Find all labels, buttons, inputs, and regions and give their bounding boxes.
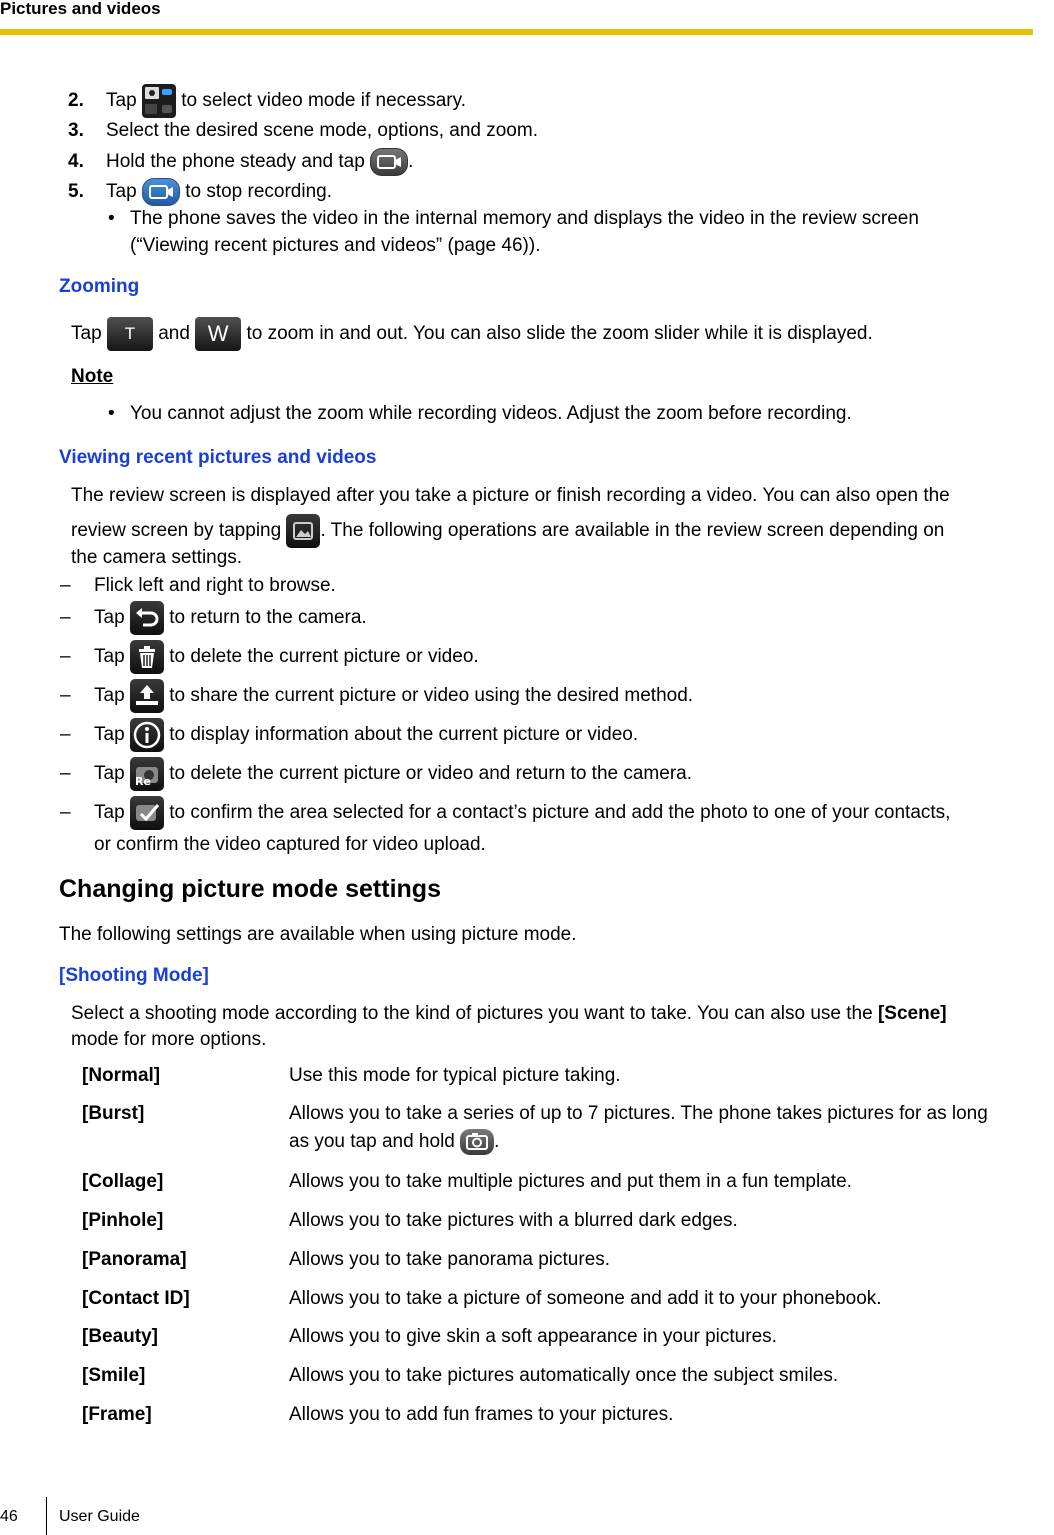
dash-marker: – [60, 685, 71, 707]
review-item-post: to delete the current picture or video. [169, 646, 479, 668]
running-header-title: Pictures and videos [0, 0, 161, 18]
page-number: 46 [0, 1508, 18, 1525]
step-number: 4. [68, 151, 84, 173]
bullet-text: You cannot adjust the zoom while recording videos. Adjust the zoom before recording. [130, 403, 852, 424]
review-paragraph-line3: the camera settings. [71, 547, 243, 568]
mode-desc: Use this mode for typical picture taking. [289, 1065, 621, 1086]
mode-term: [Frame] [82, 1404, 152, 1425]
step-text-pre: Hold the phone steady and tap [106, 151, 365, 173]
zooming-pre: Tap [71, 323, 102, 345]
review-p2-pre: review screen by tapping [71, 520, 282, 542]
review-heading: Viewing recent pictures and videos [59, 447, 377, 468]
review-item-retake [60, 757, 692, 791]
review-item-pre: Tap [94, 763, 125, 785]
step-4 [68, 148, 413, 176]
dash-marker: – [60, 646, 71, 668]
step-number: 2. [68, 90, 84, 112]
review-item-pre: Tap [94, 607, 125, 629]
step-5-bullet-line2: (“Viewing recent pictures and videos” (page 46)). [130, 235, 541, 256]
mode-desc: Allows you to take pictures automatically once the subject smiles. [289, 1365, 839, 1386]
mode-term: [Collage] [82, 1171, 164, 1192]
shooting-p1-pre: Select a shooting mode according to the kind of pictures you want to take. You can also use the [71, 1003, 873, 1024]
bullet-dot: • [108, 208, 115, 229]
dash-marker: – [60, 607, 71, 629]
note-bullet [108, 403, 852, 425]
mode-term: [Burst] [82, 1103, 145, 1124]
mode-term: [Beauty] [82, 1326, 159, 1347]
retake-icon [130, 757, 164, 791]
dash-marker: – [60, 802, 71, 824]
review-item-text: Flick left and right to browse. [94, 575, 336, 596]
shooting-mode-paragraph-line2: mode for more options. [71, 1029, 267, 1050]
step-text-pre: Tap [106, 90, 137, 112]
zooming-mid: and [158, 323, 190, 345]
review-item-pre: Tap [94, 724, 125, 746]
review-paragraph-line1: The review screen is displayed after you take a picture or finish recording a video. You can also open the [71, 485, 950, 506]
stop-recording-icon [142, 178, 180, 206]
review-paragraph-line2 [71, 514, 944, 548]
record-video-icon [370, 148, 408, 176]
review-item-confirm-line2: or confirm the video captured for video upload. [94, 834, 486, 855]
step-number: 5. [68, 181, 84, 203]
zooming-paragraph [71, 317, 873, 351]
step-text-post: to select video mode if necessary. [181, 90, 466, 112]
review-item-return [60, 601, 367, 635]
mode-term: [Pinhole] [82, 1210, 164, 1231]
dash-marker: – [60, 724, 71, 746]
review-item-post: to confirm the area selected for a contact’s picture and add the photo to one of your contacts, [169, 802, 951, 824]
picture-mode-intro: The following settings are available when using picture mode. [59, 924, 577, 945]
mode-desc: Allows you to take a series of up to 7 pictures. The phone takes pictures for as long [289, 1103, 988, 1124]
review-item-pre: Tap [94, 646, 125, 668]
footer-label: User Guide [59, 1508, 140, 1525]
review-item-info [60, 718, 638, 752]
zooming-post: to zoom in and out. You can also slide the zoom slider while it is displayed. [246, 323, 873, 345]
review-item-post: to return to the camera. [169, 607, 367, 629]
mode-desc: Allows you to take pictures with a blurred dark edges. [289, 1210, 738, 1231]
header-rule [0, 29, 1033, 35]
mode-term: [Panorama] [82, 1249, 187, 1270]
mode-desc: Allows you to take panorama pictures. [289, 1249, 611, 1270]
review-item-share [60, 679, 693, 713]
mode-desc2-pre: as you tap and hold [289, 1131, 455, 1153]
bullet-dot: • [108, 403, 115, 424]
step-text-pre: Tap [106, 181, 137, 203]
mode-term: [Smile] [82, 1365, 146, 1386]
mode-desc: Allows you to add fun frames to your pictures. [289, 1404, 674, 1425]
shooting-p1-bold: [Scene] [877, 1003, 947, 1024]
shooting-mode-paragraph-line1 [71, 1003, 947, 1025]
zooming-heading: Zooming [59, 276, 140, 297]
step-text-post: to stop recording. [185, 181, 333, 203]
review-item-confirm [60, 796, 950, 830]
zoom-out-icon: W [195, 317, 241, 351]
mode-term: [Contact ID] [82, 1288, 190, 1309]
dash-marker: – [60, 763, 71, 785]
confirm-icon [130, 796, 164, 830]
info-icon [130, 718, 164, 752]
review-item-pre: Tap [94, 685, 125, 707]
step-number: 3. [68, 120, 84, 141]
step-5 [68, 178, 332, 206]
mode-term: [Normal] [82, 1065, 161, 1086]
trash-icon [130, 640, 164, 674]
review-item-browse [60, 575, 336, 597]
gallery-icon [286, 514, 320, 548]
step-2 [68, 84, 466, 118]
bullet-text: The phone saves the video in the internal memory and displays the video in the review screen [130, 208, 919, 229]
return-icon [130, 601, 164, 635]
review-item-pre: Tap [94, 802, 125, 824]
mode-desc: Allows you to take multiple pictures and put them in a fun template. [289, 1171, 852, 1192]
share-icon [130, 679, 164, 713]
review-item-post: to delete the current picture or video and return to the camera. [169, 763, 692, 785]
picture-mode-heading: Changing picture mode settings [59, 875, 441, 903]
review-item-delete [60, 640, 479, 674]
mode-desc: Allows you to give skin a soft appearance in your pictures. [289, 1326, 777, 1347]
review-item-post: to share the current picture or video using the desired method. [169, 685, 694, 707]
review-p2-post: . The following operations are available in the review screen depending on [320, 520, 945, 542]
mode-desc2-post: . [494, 1131, 500, 1153]
footer-divider [46, 1497, 47, 1535]
camera-shutter-icon [460, 1129, 494, 1155]
shooting-mode-heading: [Shooting Mode] [59, 965, 209, 986]
mode-desc: Allows you to take a picture of someone and add it to your phonebook. [289, 1288, 882, 1309]
dash-marker: – [60, 575, 71, 596]
mode-desc-line2 [289, 1129, 499, 1155]
svg-text:Re: Re [134, 775, 151, 788]
step-text-post: . [408, 151, 414, 173]
step-5-bullet [108, 208, 919, 230]
camera-video-mode-icon [142, 84, 176, 118]
step-text: Select the desired scene mode, options, and zoom. [106, 120, 538, 141]
review-item-post: to display information about the current picture or video. [169, 724, 639, 746]
zoom-in-icon: T [107, 317, 153, 351]
step-3 [68, 120, 538, 142]
note-label: Note [71, 366, 114, 387]
